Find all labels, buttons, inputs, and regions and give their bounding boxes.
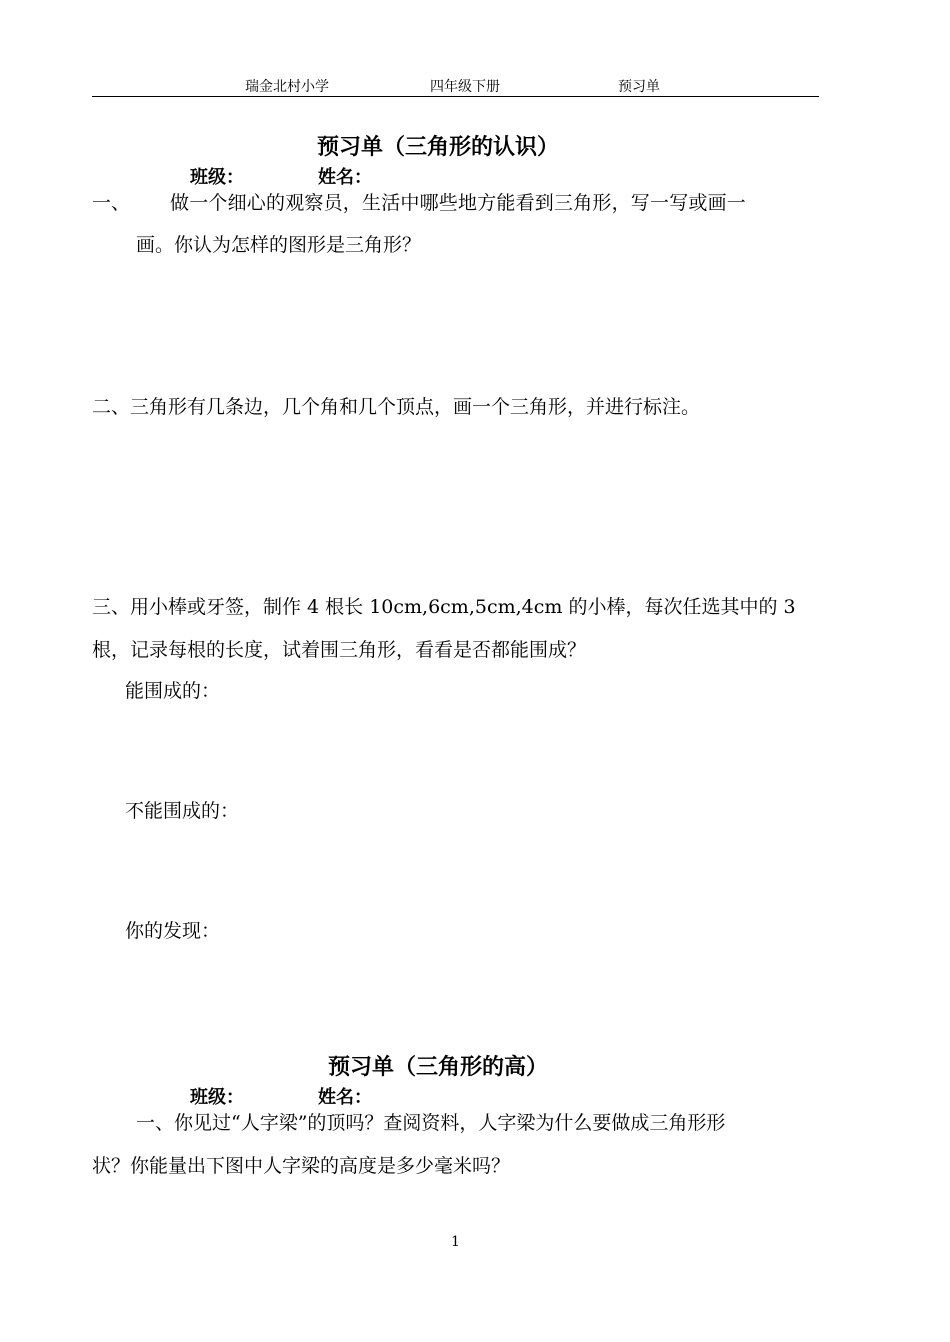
- header-doc-type: 预习单: [618, 79, 660, 95]
- section2-name-label: 姓名：: [318, 1087, 372, 1108]
- section2-title: 预习单（三角形的高）: [328, 1054, 549, 1080]
- section1-name-label: 姓名：: [318, 167, 372, 188]
- question3-line1: 三、用小棒或牙签，制作 4 根长 10cm,6cm,5cm,4cm 的小棒，每次任选其中的 3: [92, 596, 796, 618]
- can-form-label: 能围成的：: [125, 680, 221, 702]
- page-number: 1: [451, 1234, 460, 1250]
- section2-question1-line1: 一、你见过“人字梁”的顶吗？查阅资料，人字梁为什么要做成三角形形: [136, 1112, 726, 1134]
- header-grade: 四年级下册: [430, 79, 500, 95]
- section1-title: 预习单（三角形的认识）: [317, 134, 560, 160]
- header-school: 瑞金北村小学: [245, 79, 329, 95]
- question1-number: 一、: [92, 192, 131, 214]
- section2-class-label: 班级：: [190, 1087, 244, 1108]
- page-header: [92, 74, 819, 97]
- section1-class-label: 班级：: [190, 167, 244, 188]
- cannot-form-label: 不能围成的：: [125, 800, 240, 822]
- question1-line1: 做一个细心的观察员，生活中哪些地方能看到三角形，写一写或画一: [170, 192, 747, 214]
- section2-question1-line2: 状？你能量出下图中人字梁的高度是多少毫米吗？: [92, 1155, 511, 1177]
- question2-text: 二、三角形有几条边，几个角和几个顶点，画一个三角形，并进行标注。: [92, 396, 701, 418]
- question3-line2: 根，记录每根的长度，试着围三角形，看看是否都能围成？: [92, 639, 587, 661]
- question1-line2: 画。你认为怎样的图形是三角形？: [136, 234, 422, 256]
- discovery-label: 你的发现：: [125, 920, 221, 942]
